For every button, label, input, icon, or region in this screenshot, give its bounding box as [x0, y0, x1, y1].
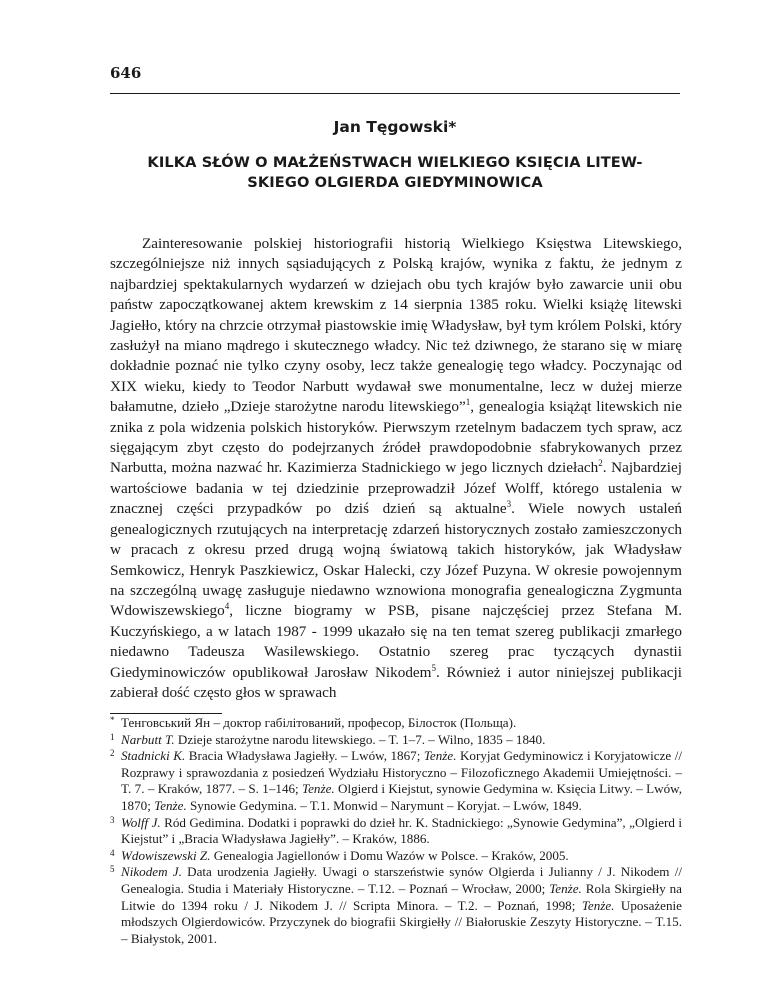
footnote-1 [110, 732, 682, 749]
cited-author: Wdowiszewski Z. [121, 847, 211, 863]
body-text [110, 234, 682, 703]
cited-author: Stadnicki K. [121, 748, 186, 764]
footnote-text: Genealogia Jagiellonów i Domu Wazów w Polsce. – Kraków, 2005. [210, 847, 569, 863]
footnote-text: Uposażenie młodszych Olgierdowiców. Przyczynek do biografii Skirgiełły // Białoruskie Zeszyty Historyczne. – T.15. – Białystok, 2001. [121, 897, 682, 946]
ibid-marker: Tenże. [423, 748, 457, 764]
author-name: Jan Tęgowski* [333, 118, 457, 136]
footnote-mark: 3 [110, 814, 115, 825]
footnote-text: Koryjat Gedyminowicz i Koryjatowicze // Rozprawy i sprawozdania z posiedzeń Wydziału Historyczno – Filozoficznego Akademii Umiejętności. – T. 7. – Kraków, 1877. – S. 1–146; [121, 748, 682, 797]
ibid-marker: Tenże. [302, 781, 335, 797]
footnote-text: Data urodzenia Jagiełły. Uwagi o starszeństwie synów Olgierda i Julianny / J. Nikodem // Genealogia. Studia i Materiały Historyczne. – T.12. – Poznań – Wrocław, 2000; [121, 864, 682, 896]
footnote-mark: * [110, 715, 115, 725]
title-line-1: KILKA SŁÓW O MAŁŻEŃSTWACH WIELKIEGO KSIĘCIA LITEW- [147, 154, 643, 171]
article-title [110, 153, 680, 193]
footnote-ref-4: 4 [224, 601, 230, 612]
text-run: Zainteresowanie polskiej historiografii historią Wielkiego Księstwa Litewskiego, szczególniejsze niż innych sąsiadujących z Polską krajów, wynika z faktu, że jednym z najbardziej spektakularnych wydarzeń w dziejach obu tych krajów było zawarcie unii obu państw zapoczątkowanej aktem krewskim z 14 sierpnia 1385 roku. Wielki książę litewski Jagiełło, który na chrzcie otrzymał piastowskie imię Władysław, był tym królem Polski, który zasłużył na miano mądrego i skutecznego władcy. Nic też dziwnego, że starano się w miarę dokładnie poznać nie tylko czyny osoby, lecz także genealogię tego władcy. Poczynając od XIX wieku, kiedy to Teodor Narbutt wydawał swe monumentalne, lecz w dużej mierze bałamutne, dzieło „Dzieje starożytne narodu litewskiego” [110, 235, 682, 416]
footnote-star [110, 715, 682, 732]
footnote-text: Rola Skirgiełły na Litwie do 1394 roku / J. Nikodem J. // Scripta Minora. – T.2. – Poznań, 1998; [121, 880, 682, 913]
footnote-text: Olgierd i Kiejstut, synowie Gedymina w. Księcia Litwy. – Lwów, 1870; [121, 781, 683, 813]
footnote-mark: 5 [110, 864, 115, 875]
header-divider [110, 93, 680, 94]
footnote-mark: 2 [110, 748, 115, 759]
cited-author: Narbutt T. [121, 731, 175, 747]
cited-author: Wolff J. [121, 814, 161, 830]
footnote-mark: 1 [110, 731, 115, 742]
footnote-text: Тенговський Ян – доктор габілітований, професор, Білосток (Польща). [121, 715, 517, 730]
footnote-ref-2: 2 [598, 458, 603, 469]
ibid-marker: Tenże. [549, 880, 582, 896]
footnote-5 [110, 864, 682, 947]
page-number: 646 [110, 64, 142, 82]
text-run: . Również i autor niniejszej publikacji zabierał dość często głos w sprawach [110, 663, 682, 701]
footnote-ref-3: 3 [506, 499, 512, 510]
cited-author: Nikodem J. [121, 864, 182, 880]
footnote-3 [110, 815, 682, 848]
footnote-2 [110, 748, 682, 814]
footnote-4 [110, 848, 682, 865]
ibid-marker: Tenże. [154, 797, 187, 813]
footnote-ref-1: 1 [465, 397, 471, 408]
footnote-divider [110, 713, 222, 714]
text-run: . Najbardziej wartościowe badania w tej dziedzinie przeprowadził Józef Wolff, którego ustalenia w znacznej części przypadków po dziś dzień są aktualne [110, 459, 682, 518]
ibid-marker: Tenże. [581, 897, 615, 913]
body-paragraph [110, 234, 682, 703]
title-line-2: SKIEGO OLGIERDA GIEDYMINOWICA [247, 174, 543, 191]
footnotes [110, 715, 682, 947]
text-run: , liczne biogramy w PSB, pisane najczęściej przez Stefana M. Kuczyńskiego, a w latach 1987 - 1999 ukazało się na ten temat szereg publikacji zmarłego niedawno Tadeusza Wasilewskiego. Ostatnio szereg prac tyczących dynastii Giedyminowiczów opublikował Jarosław Nikodem [110, 602, 682, 681]
footnote-mark: 4 [110, 847, 115, 858]
footnote-text: Ród Gedimina. Dodatki i poprawki do dzieł hr. K. Stadnickiego: „Synowie Gedymina”, „Olgierd i Kiejstut” i „Bracia Władysława Jagiełły”. – Kraków, 1886. [121, 814, 682, 847]
footnote-text: Bracia Władysława Jagiełły. – Lwów, 1867; [185, 748, 424, 764]
footnote-text: Synowie Gedymina. – T.1. Monwid – Narymunt – Koryjat. – Lwów, 1849. [186, 797, 582, 813]
text-run: , genealogia książąt litewskich nie znika z pola widzenia polskich historyków. Pierwszym rzetelnym badaczem tych spraw, acz sięgającym zbyt często do podejrzanych źródeł prawdopodobnie sfabrykowanych przez Narbutta, można nazwać hr. Kazimierza Stadnickiego w jego licznych dziełach [110, 398, 682, 477]
text-run: . Wiele nowych ustaleń genealogicznych rzutujących na interpretację zdarzeń historycznych zostało zamieszczonych w pracach z okresu przed drugą wojną światową takich historyków, jak Władysław Semkowicz, Henryk Paszkiewicz, Oskar Halecki, czy Józef Puzyna. W okresie powojennym na szczególną uwagę zasługuje niedawno wznowiona monografia genealogiczna Zygmunta Wdowiszewskiego [110, 500, 682, 620]
footnote-text: Dzieje starożytne narodu litewskiego. – T. 1–7. – Wilno, 1835 – 1840. [174, 731, 546, 747]
footnote-ref-5: 5 [431, 662, 436, 673]
